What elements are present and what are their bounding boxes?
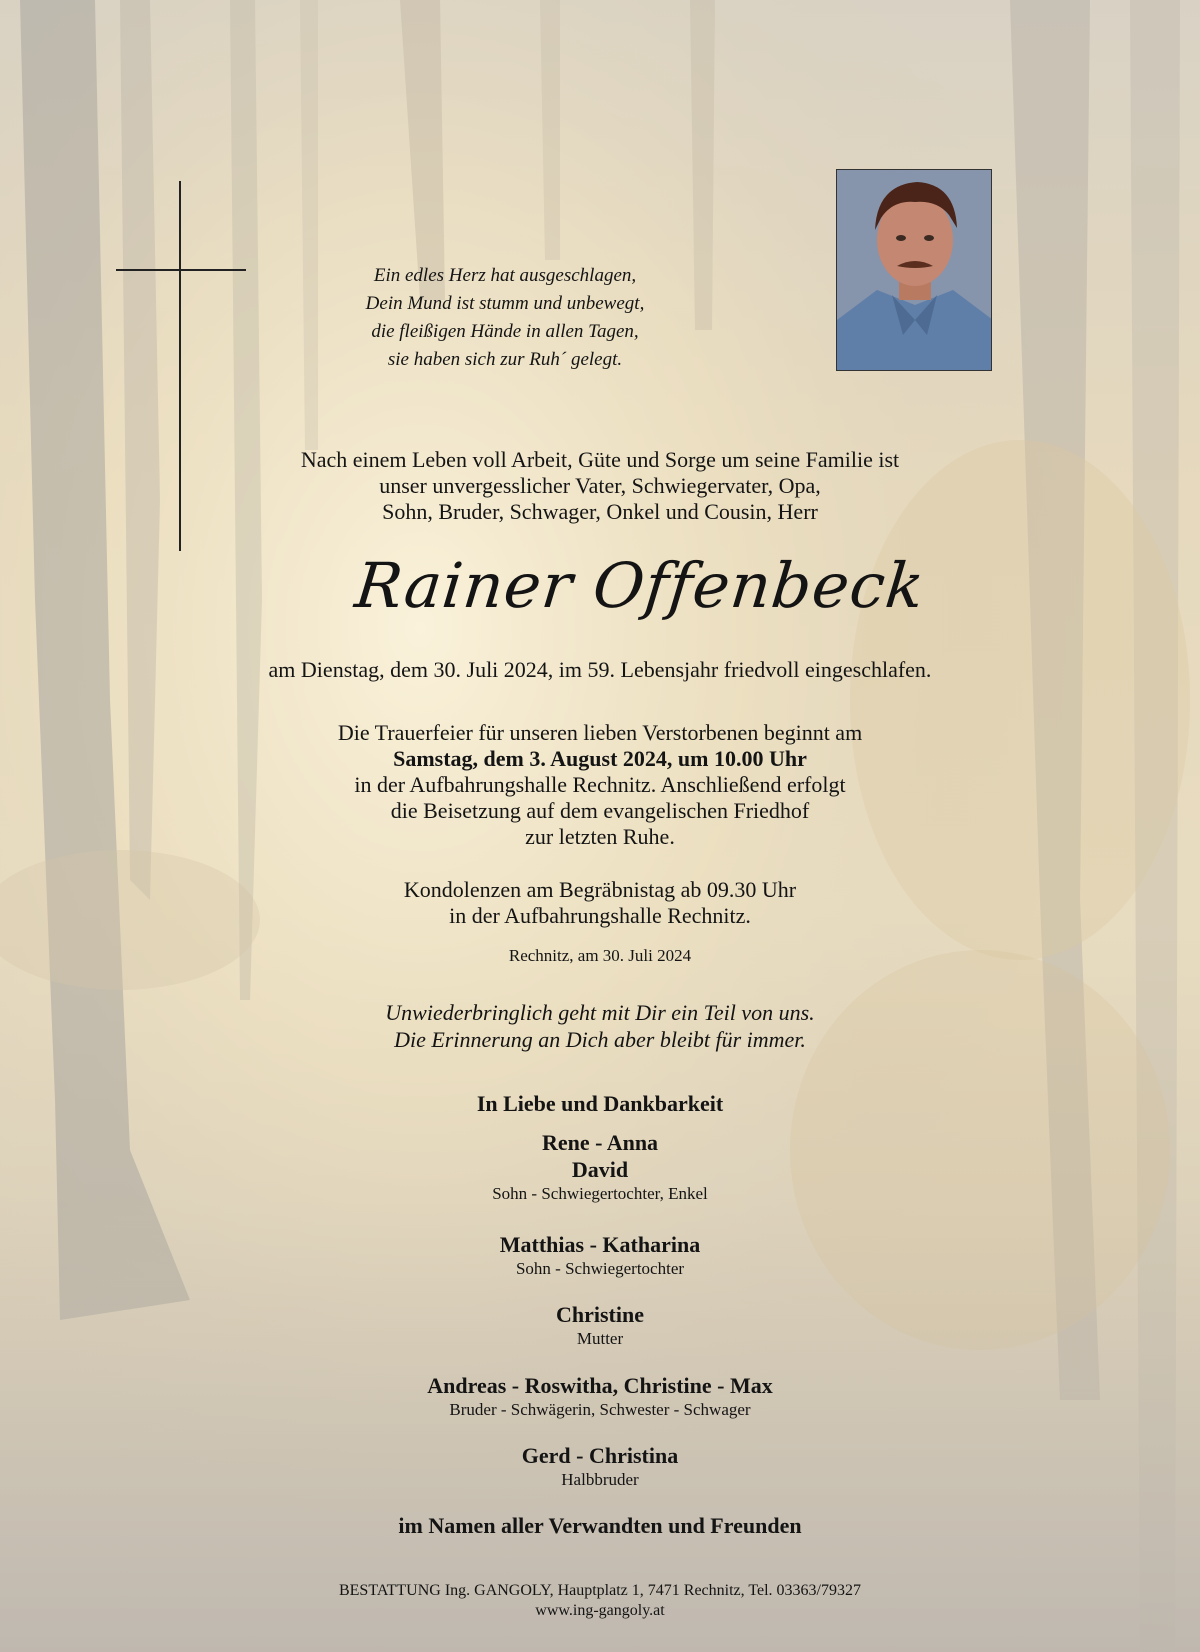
condolences-line: in der Aufbahrungshalle Rechnitz. <box>449 903 751 928</box>
family-group <box>0 1372 1200 1421</box>
funeral-line: Die Trauerfeier für unseren lieben Verstorbenen beginnt am <box>337 720 863 745</box>
intro-line: Sohn, Bruder, Schwager, Onkel und Cousin, Herr <box>382 499 818 524</box>
family-group <box>0 1231 1200 1280</box>
condolences-info <box>0 877 1200 929</box>
footer-website-link[interactable]: www.ing-gangoly.at <box>535 1602 665 1619</box>
family-names: Gerd - Christina <box>521 1443 679 1468</box>
verse-line: die fleißigen Hände in allen Tagen, <box>371 321 639 342</box>
memorial-motto <box>0 999 1200 1053</box>
verse-line: Dein Mund ist stumm und unbewegt, <box>365 293 645 314</box>
family-group <box>0 1129 1200 1205</box>
footer <box>0 1581 1200 1621</box>
family-names: David <box>571 1157 629 1182</box>
portrait-photo <box>836 169 992 371</box>
family-names: Christine <box>556 1302 644 1327</box>
family-relation: Sohn - Schwiegertochter, Enkel <box>492 1184 708 1203</box>
family-group <box>0 1301 1200 1350</box>
closing-line: im Namen aller Verwandten und Freunden <box>398 1513 802 1538</box>
memorial-verse <box>280 262 730 374</box>
condolences-line: Kondolenzen am Begräbnistag ab 09.30 Uhr <box>403 877 797 902</box>
funeral-details <box>0 720 1200 850</box>
intro-line: unser unvergesslicher Vater, Schwiegervater, Opa, <box>379 473 821 498</box>
thanks-heading: In Liebe und Dankbarkeit <box>476 1091 724 1116</box>
funeral-line: die Beisetzung auf dem evangelischen Friedhof <box>390 798 810 823</box>
funeral-line: in der Aufbahrungshalle Rechnitz. Anschließend erfolgt <box>354 772 846 797</box>
family-names: Matthias - Katharina <box>499 1232 701 1257</box>
family-relation: Bruder - Schwägerin, Schwester - Schwager <box>449 1400 751 1419</box>
deceased-name: Rainer Offenbeck <box>351 549 929 622</box>
family-names: Rene - Anna <box>541 1130 659 1155</box>
death-notice: am Dienstag, dem 30. Juli 2024, im 59. Lebensjahr friedvoll eingeschlafen. <box>268 657 932 682</box>
footer-address: BESTATTUNG Ing. GANGOLY, Hauptplatz 1, 7471 Rechnitz, Tel. 03363/79327 <box>338 1582 861 1599</box>
family-relation: Halbbruder <box>561 1470 639 1489</box>
family-group <box>0 1442 1200 1491</box>
place-date: Rechnitz, am 30. Juli 2024 <box>508 946 692 965</box>
motto-line: Unwiederbringlich geht mit Dir ein Teil von uns. <box>385 1000 815 1025</box>
verse-line: Ein edles Herz hat ausgeschlagen, <box>373 265 637 286</box>
funeral-date: Samstag, dem 3. August 2024, um 10.00 Uhr <box>393 746 807 771</box>
verse-line: sie haben sich zur Ruh´ gelegt. <box>387 349 623 370</box>
family-relation: Mutter <box>576 1329 624 1348</box>
motto-line: Die Erinnerung an Dich aber bleibt für immer. <box>394 1027 806 1052</box>
funeral-line: zur letzten Ruhe. <box>525 824 675 849</box>
portrait-image <box>837 170 992 371</box>
intro-text <box>0 447 1200 525</box>
family-names: Andreas - Roswitha, Christine - Max <box>427 1373 773 1398</box>
intro-line: Nach einem Leben voll Arbeit, Güte und Sorge um seine Familie ist <box>300 447 900 472</box>
cross-horizontal-beam <box>116 269 246 271</box>
family-relation: Sohn - Schwiegertochter <box>515 1259 685 1278</box>
